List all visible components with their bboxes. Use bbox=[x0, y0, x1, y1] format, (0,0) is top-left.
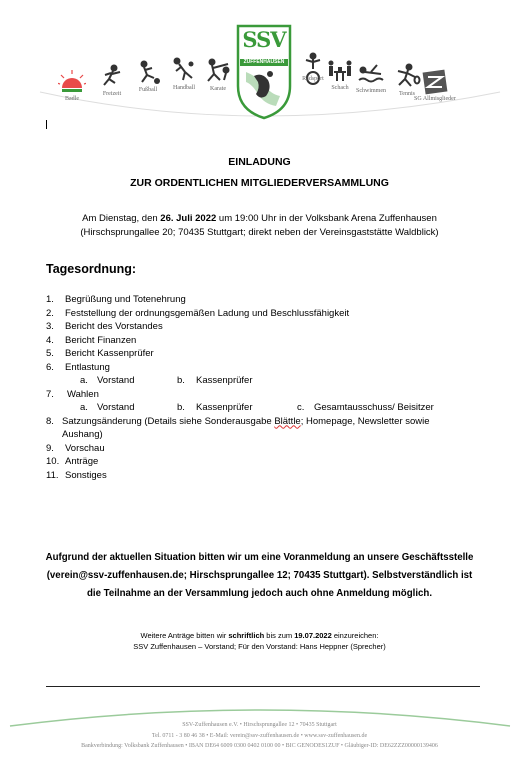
sport-label: Fußball bbox=[138, 87, 158, 93]
list-item: 11. Sonstiges bbox=[46, 469, 107, 481]
runner-icon bbox=[98, 63, 126, 91]
list-item: 6. Entlastung bbox=[46, 361, 110, 373]
crest-abbr: SSV bbox=[242, 27, 286, 52]
sport-label: Schach bbox=[331, 85, 349, 91]
motions-line: Weitere Anträge bitten wir schriftlich bis zum 19.07.2022 einzureichen: bbox=[140, 631, 379, 640]
sport-radsport bbox=[299, 52, 327, 82]
sunrise-icon bbox=[58, 68, 86, 96]
agenda-heading: Tagesordnung: bbox=[46, 262, 137, 276]
sport-label: Freizeit bbox=[102, 91, 122, 97]
list-item: 8. Satzungsänderung (Details siehe Sonderausgabe Blättle; Homepage, Newsletter sowie bbox=[46, 415, 430, 427]
sport-label: Radsport bbox=[302, 76, 324, 82]
spellcheck-flagged-word: Blättle bbox=[274, 415, 301, 427]
footer: SSV-Zuffenhausen e.V. • Hirschsprungallee 12 • 70435 Stuttgart Tel. 0711 - 3 80 46 38 • E-Mail: verein@ssv-zuffenhausen.de • www.ssv-zuffenhausen.de Bankverbindung: Volksbank Zuffenhausen • IBAN DE64 6009 0300 0402 0100 00 • BIC GENODES1ZUF • Gläubiger-ID: DE62ZZZ00000139406 bbox=[81, 722, 438, 749]
letterhead bbox=[0, 0, 519, 120]
list-item: 3. Bericht des Vorstandes bbox=[46, 321, 163, 332]
invitation-date bbox=[0, 212, 519, 240]
sport-handball bbox=[170, 57, 198, 91]
title-einladung: EINLADUNG bbox=[228, 156, 291, 168]
list-item-continuation: Aushang) bbox=[62, 429, 103, 440]
agenda-list bbox=[46, 293, 476, 482]
crest-city: ZUFFENHAUSEN bbox=[243, 59, 285, 65]
sport-karate bbox=[204, 58, 232, 92]
title-mitgliederversammlung: ZUR ORDENTLICHEN MITGLIEDERVERSAMMLUNG bbox=[130, 177, 389, 189]
address-line: (Hirschsprungallee 20; 70435 Stuttgart; direkt neben der Vereinsgaststätte Waldblick) bbox=[80, 227, 439, 238]
sg-logo-icon bbox=[421, 68, 449, 96]
sport-badle bbox=[58, 68, 86, 102]
list-item: 5. Bericht Kassenprüfer bbox=[46, 348, 154, 359]
sport-label: Karate bbox=[210, 86, 226, 92]
club-crest bbox=[236, 24, 292, 120]
sport-label: Handball bbox=[173, 85, 195, 91]
sport-schach bbox=[326, 57, 354, 91]
sub-list-entlastung: a. Vorstand b. Kassenprüfer bbox=[80, 375, 253, 386]
swimmer-icon bbox=[357, 60, 385, 88]
handball-icon bbox=[170, 57, 198, 85]
list-item: 2. Feststellung der ordnungsgemäßen Ladung und Beschlussfähigkeit bbox=[46, 307, 350, 319]
motions-note bbox=[0, 630, 519, 652]
list-item: 10. Anträge bbox=[46, 456, 99, 467]
divider bbox=[46, 686, 480, 687]
sport-label: Schwimmen bbox=[356, 88, 386, 94]
sport-fussball bbox=[134, 59, 162, 93]
sport-label: SG Allmisglieder bbox=[414, 96, 456, 102]
sport-schwimmen bbox=[356, 60, 386, 94]
board-line: SSV Zuffenhausen – Vorstand; Für den Vorstand: Hans Heppner (Sprecher) bbox=[133, 642, 386, 651]
sport-label: Tennis bbox=[399, 91, 415, 97]
sub-list-wahlen: a. Vorstand b. Kassenprüfer c. Gesamtausschuss/ Beisitzer bbox=[80, 402, 434, 413]
text-cursor bbox=[46, 120, 47, 129]
sport-label: Badle bbox=[65, 96, 79, 102]
chess-icon bbox=[326, 57, 354, 85]
list-item: 1. Begrüßung und Totenehrung bbox=[46, 294, 186, 305]
sport-sg bbox=[414, 68, 456, 102]
list-item: 9. Vorschau bbox=[46, 442, 105, 454]
date-line: Am Dienstag, den 26. Juli 2022 um 19:00 Uhr in der Volksbank Arena Zuffenhausen bbox=[82, 213, 437, 224]
registration-notice: Aufgrund der aktuellen Situation bitten wir um eine Voranmeldung an unsere Geschäftsstelle (verein@ssv-zuffenhausen.de; Hirschsprungallee 12; 70435 Stuttgart). Selbstverständlich ist die Teilnahme an der Versammlung jedoch auch ohne Anmeldung möglich. bbox=[45, 552, 474, 599]
list-item: 4. Bericht Finanzen bbox=[46, 334, 137, 346]
football-icon bbox=[134, 59, 162, 87]
sport-freizeit bbox=[98, 63, 126, 97]
karate-icon bbox=[204, 58, 232, 86]
list-item: 7. Wahlen bbox=[46, 388, 99, 400]
